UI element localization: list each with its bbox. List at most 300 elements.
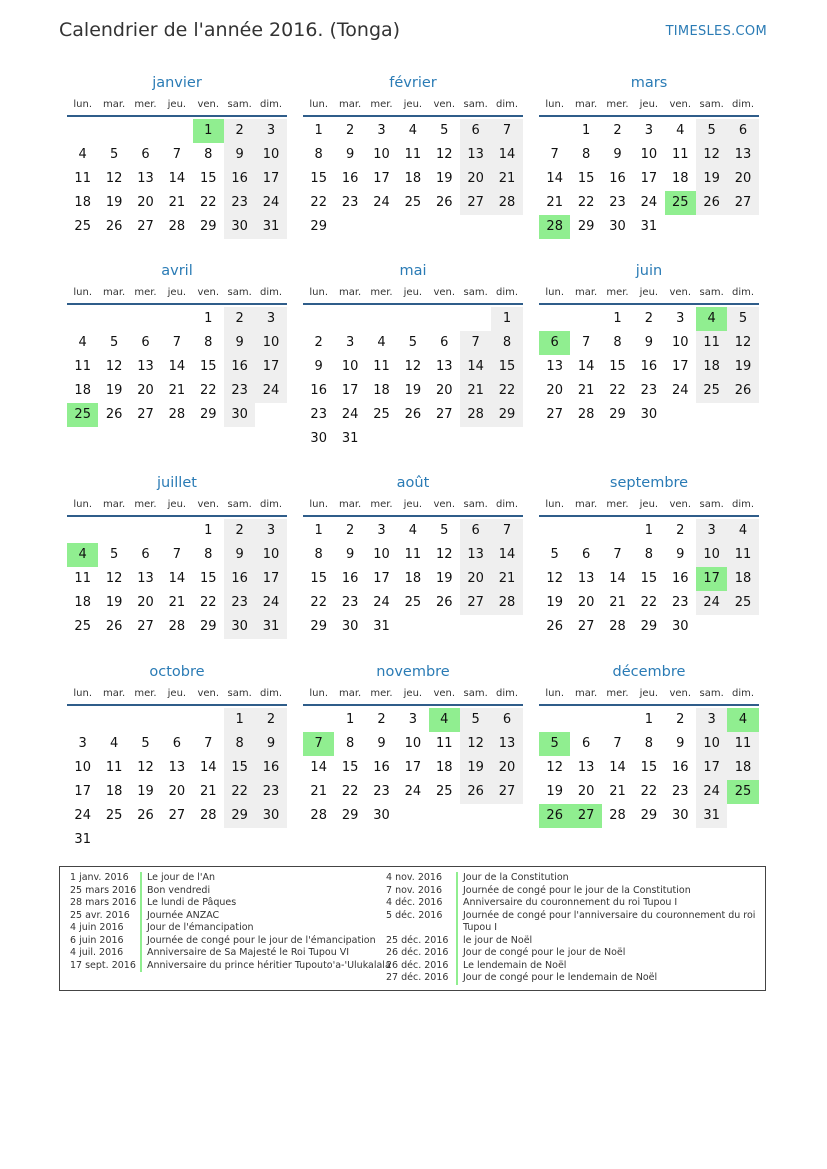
legend-holiday-name: Anniversaire du prince héritier Tupouto'a-'Ulukalala (147, 959, 391, 971)
day-cell: 13 (137, 571, 154, 586)
day-cell: 29 (224, 804, 255, 828)
day-cell: 15 (640, 760, 658, 775)
day-cell: 6 (440, 335, 449, 350)
day-cell: 18 (671, 171, 689, 186)
legend-row (386, 872, 755, 885)
weekday-label: sam. (699, 287, 724, 298)
day-cell: 22 (609, 383, 626, 398)
day-cell: 13 (137, 171, 154, 186)
day-cell: 29 (199, 619, 217, 634)
day-cell: 30 (609, 219, 626, 234)
weekday-label: ven. (669, 688, 692, 699)
empty-cell (303, 307, 334, 331)
day-cell: 28 (168, 619, 186, 634)
day-cell: 5 (440, 523, 449, 538)
empty-cell (539, 307, 570, 331)
legend-separator (456, 897, 458, 910)
day-cell: 8 (613, 335, 622, 350)
day-cell: 29 (640, 619, 658, 634)
day-cell: 24 (696, 591, 727, 615)
weekday-label: lun. (73, 688, 93, 699)
day-cell: 20 (460, 567, 491, 591)
legend-holiday-name: le jour de Noël (463, 934, 533, 946)
day-cell: 9 (224, 543, 255, 567)
day-cell: 17 (255, 355, 286, 379)
legend-separator (140, 910, 142, 923)
legend-date: 26 déc. 2016 (386, 959, 449, 971)
day-cell: 5 (440, 123, 449, 138)
day-cell: 22 (640, 784, 658, 799)
day-cell: 27 (546, 407, 563, 422)
day-cell: 1 (644, 712, 653, 727)
day-cell: 26 (137, 808, 154, 823)
day-cell: 13 (460, 543, 491, 567)
day-cell: 22 (199, 383, 217, 398)
day-cell: 24 (640, 195, 658, 210)
day-cell: 8 (204, 335, 213, 350)
day-cell: 19 (137, 784, 154, 799)
weekday-label: jeu. (167, 287, 187, 298)
day-cell: 21 (609, 784, 626, 799)
legend-row (70, 885, 391, 898)
day-cell: 16 (671, 571, 689, 586)
legend-holiday-name: Jour de l'émancipation (147, 922, 254, 933)
empty-cell (570, 708, 601, 732)
day-cell: 8 (644, 547, 653, 562)
weekday-header (67, 684, 287, 706)
legend-holiday-name: Bon vendredi (147, 884, 211, 896)
day-cell: 2 (377, 712, 386, 727)
empty-cell (303, 708, 334, 732)
day-cell: 14 (460, 355, 491, 379)
legend-separator (456, 872, 458, 885)
legend-separator (140, 922, 142, 935)
day-cell: 28 (491, 591, 522, 615)
empty-cell (161, 708, 192, 732)
legend-date: 6 juin 2016 (70, 934, 124, 946)
day-cell: 10 (255, 331, 286, 355)
weekday-label: mar. (574, 688, 598, 699)
legend-row (386, 935, 755, 948)
day-cell: 1 (314, 123, 323, 138)
day-cell: 28 (609, 808, 626, 823)
day-cell: 26 (435, 595, 453, 610)
day-cell: 13 (546, 359, 563, 374)
legend-row (386, 885, 755, 898)
weekday-header (539, 684, 759, 706)
day-cell: 7 (613, 547, 622, 562)
weekday-header (67, 95, 287, 117)
legend-date: 4 juil. 2016 (70, 947, 124, 958)
weekday-label: dim. (260, 688, 283, 699)
day-cell: 24 (255, 591, 286, 615)
day-cell: 10 (74, 760, 91, 775)
weekday-label: jeu. (639, 99, 659, 110)
day-cell: 21 (168, 383, 186, 398)
day-cell: 11 (74, 171, 91, 186)
day-cell: 10 (640, 147, 658, 162)
legend-date: 26 déc. 2016 (386, 947, 449, 958)
month-2 (303, 71, 523, 239)
day-cell: 19 (404, 383, 422, 398)
day-cell: 5 (550, 547, 559, 562)
day-cell: 25 (435, 784, 453, 799)
day-cell: 31 (255, 615, 286, 639)
day-cell: 2 (224, 519, 255, 543)
day-cell: 9 (644, 335, 653, 350)
month-5 (303, 259, 523, 451)
day-cell: 3 (676, 311, 685, 326)
weekday-label: sam. (227, 499, 252, 510)
day-cell: 13 (137, 359, 154, 374)
legend-holiday-name: Le lendemain de Noël (463, 959, 567, 971)
weekday-label: mer. (606, 99, 629, 110)
day-cell: 2 (224, 307, 255, 331)
day-cell: 9 (255, 732, 286, 756)
legend-row (70, 960, 391, 973)
empty-cell (98, 519, 129, 543)
weekday-label: mer. (134, 287, 157, 298)
holiday-day-cell: 4 (696, 307, 727, 331)
day-cell: 19 (546, 784, 563, 799)
day-cell: 4 (676, 123, 685, 138)
day-cell: 31 (255, 215, 286, 239)
weekday-label: mer. (134, 499, 157, 510)
legend-date: 4 juin 2016 (70, 922, 124, 933)
empty-cell (460, 307, 491, 331)
day-cell: 18 (373, 383, 390, 398)
empty-cell (366, 307, 397, 331)
weekday-label: lun. (545, 287, 565, 298)
legend-separator (456, 885, 458, 898)
day-grid (67, 708, 287, 852)
day-cell: 3 (255, 119, 286, 143)
weekday-label: mar. (102, 499, 126, 510)
day-cell: 14 (546, 171, 563, 186)
legend-row (70, 947, 391, 960)
day-cell: 12 (137, 760, 154, 775)
day-cell: 31 (640, 219, 658, 234)
weekday-label: ven. (669, 287, 692, 298)
day-cell: 10 (696, 543, 727, 567)
legend-row (386, 897, 755, 910)
day-cell: 2 (345, 123, 355, 138)
day-cell: 10 (404, 736, 422, 751)
day-cell: 6 (141, 547, 150, 562)
day-cell: 15 (577, 171, 595, 186)
day-cell: 11 (404, 547, 422, 562)
month-10 (67, 660, 287, 852)
day-cell: 11 (74, 571, 91, 586)
day-cell: 18 (404, 171, 422, 186)
day-cell: 16 (310, 383, 327, 398)
legend-holiday-name: Journée ANZAC (147, 909, 220, 921)
weekday-label: jeu. (403, 688, 423, 699)
day-cell: 31 (74, 832, 91, 847)
day-cell: 28 (577, 407, 595, 422)
day-cell: 3 (377, 523, 386, 538)
day-cell: 14 (609, 760, 626, 775)
day-cell: 3 (696, 708, 727, 732)
weekday-header (539, 95, 759, 117)
weekday-header (67, 283, 287, 305)
empty-cell (161, 119, 192, 143)
day-cell: 1 (581, 123, 591, 138)
day-cell: 21 (491, 567, 522, 591)
day-cell: 20 (727, 167, 758, 191)
day-cell: 14 (199, 760, 217, 775)
weekday-label: dim. (496, 287, 519, 298)
day-cell: 5 (408, 335, 417, 350)
day-cell: 1 (644, 523, 653, 538)
legend-date: 4 déc. 2016 (386, 897, 443, 908)
day-cell: 2 (224, 119, 255, 143)
day-cell: 12 (105, 171, 123, 186)
day-cell: 24 (341, 407, 359, 422)
weekday-label: mer. (606, 688, 629, 699)
day-cell: 19 (435, 171, 453, 186)
day-cell: 8 (314, 147, 323, 162)
weekday-label: dim. (496, 688, 519, 699)
holiday-day-cell: 25 (67, 403, 98, 427)
day-cell: 19 (727, 355, 758, 379)
day-cell: 20 (137, 383, 154, 398)
day-cell: 7 (581, 335, 591, 350)
day-grid (303, 519, 523, 639)
day-cell: 1 (314, 523, 323, 538)
day-cell: 19 (105, 383, 123, 398)
day-cell: 2 (613, 123, 622, 138)
day-cell: 3 (696, 519, 727, 543)
day-cell: 17 (74, 784, 91, 799)
holiday-day-cell: 5 (539, 732, 570, 756)
weekday-label: mer. (370, 287, 393, 298)
day-cell: 24 (373, 195, 390, 210)
day-cell: 2 (255, 708, 286, 732)
weekday-label: mar. (338, 688, 362, 699)
day-grid (539, 708, 759, 828)
day-cell: 17 (696, 756, 727, 780)
day-cell: 25 (696, 379, 727, 403)
day-cell: 13 (491, 732, 522, 756)
day-cell: 24 (373, 595, 390, 610)
weekday-label: mer. (606, 287, 629, 298)
day-cell: 5 (696, 119, 727, 143)
day-cell: 3 (78, 736, 87, 751)
day-cell: 21 (491, 167, 522, 191)
day-cell: 29 (609, 407, 626, 422)
month-name: octobre (149, 664, 205, 680)
day-cell: 18 (74, 195, 91, 210)
day-cell: 1 (491, 307, 522, 331)
day-cell: 14 (491, 143, 522, 167)
day-grid (67, 519, 287, 639)
holiday-day-cell: 25 (727, 780, 758, 804)
weekday-header (539, 495, 759, 517)
day-grid (67, 119, 287, 239)
weekday-label: jeu. (403, 287, 423, 298)
day-cell: 30 (255, 804, 286, 828)
day-cell: 24 (404, 784, 422, 799)
weekday-label: mar. (102, 287, 126, 298)
empty-cell (570, 519, 601, 543)
day-cell: 28 (491, 191, 522, 215)
legend-separator (456, 947, 458, 960)
legend-row (386, 972, 755, 985)
weekday-label: lun. (309, 688, 329, 699)
day-cell: 27 (435, 407, 453, 422)
day-cell: 23 (609, 195, 626, 210)
day-cell: 9 (377, 736, 386, 751)
weekday-label: jeu. (403, 99, 423, 110)
day-cell: 25 (727, 591, 758, 615)
day-cell: 4 (377, 335, 386, 350)
day-grid (67, 307, 287, 427)
weekday-label: dim. (732, 287, 755, 298)
day-cell: 29 (199, 407, 217, 422)
month-name: août (396, 475, 430, 491)
legend-column-right (386, 872, 755, 985)
legend-date: 4 nov. 2016 (386, 872, 442, 883)
empty-cell (193, 708, 224, 732)
day-cell: 29 (491, 403, 522, 427)
legend-date: 28 mars 2016 (70, 897, 137, 908)
weekday-label: mar. (338, 287, 362, 298)
legend-row (70, 897, 391, 910)
weekday-label: lun. (309, 287, 329, 298)
day-cell: 30 (224, 615, 255, 639)
day-cell: 26 (460, 780, 491, 804)
weekday-label: lun. (73, 499, 93, 510)
day-cell: 31 (341, 431, 359, 446)
day-cell: 22 (224, 780, 255, 804)
day-cell: 23 (224, 591, 255, 615)
holiday-day-cell: 7 (303, 732, 334, 756)
empty-cell (98, 119, 129, 143)
weekday-label: mer. (370, 688, 393, 699)
legend-separator (456, 935, 458, 948)
legend-separator (456, 922, 458, 935)
day-cell: 28 (168, 407, 186, 422)
legend-separator (140, 960, 142, 973)
day-cell: 11 (105, 760, 123, 775)
day-cell: 17 (671, 359, 689, 374)
day-cell: 23 (310, 407, 327, 422)
day-cell: 6 (581, 736, 591, 751)
weekday-label: lun. (545, 688, 565, 699)
day-cell: 16 (341, 571, 359, 586)
legend-row (386, 922, 755, 935)
day-cell: 16 (224, 567, 255, 591)
weekday-label: ven. (197, 287, 220, 298)
day-cell: 12 (696, 143, 727, 167)
day-cell: 29 (577, 219, 595, 234)
day-cell: 17 (255, 567, 286, 591)
day-cell: 29 (199, 219, 217, 234)
empty-cell (67, 307, 98, 331)
day-cell: 20 (577, 595, 595, 610)
legend-date: 1 janv. 2016 (70, 872, 129, 883)
weekday-label: dim. (732, 688, 755, 699)
day-cell: 18 (727, 756, 758, 780)
day-cell: 23 (341, 595, 359, 610)
weekday-label: lun. (545, 99, 565, 110)
holiday-day-cell: 4 (67, 543, 98, 567)
day-cell: 27 (137, 619, 154, 634)
month-name: septembre (609, 475, 689, 491)
day-cell: 24 (696, 780, 727, 804)
day-cell: 12 (105, 359, 123, 374)
holiday-day-cell: 27 (570, 804, 601, 828)
day-cell: 27 (727, 191, 758, 215)
weekday-label: mer. (370, 99, 393, 110)
day-cell: 7 (491, 119, 522, 143)
day-cell: 2 (644, 311, 653, 326)
brand-logo[interactable]: TIMESLES.COM (665, 24, 767, 39)
day-cell: 25 (74, 619, 91, 634)
day-cell: 19 (105, 195, 123, 210)
holiday-day-cell: 6 (539, 331, 570, 355)
day-cell: 12 (404, 359, 422, 374)
empty-cell (602, 708, 633, 732)
day-cell: 2 (676, 712, 685, 727)
day-cell: 19 (435, 571, 453, 586)
weekday-header (303, 283, 523, 305)
legend-row (386, 910, 755, 923)
day-cell: 30 (224, 403, 255, 427)
day-cell: 1 (204, 311, 213, 326)
day-cell: 8 (491, 331, 522, 355)
day-cell: 3 (644, 123, 653, 138)
day-cell: 22 (640, 595, 658, 610)
day-cell: 23 (224, 191, 255, 215)
day-cell: 15 (199, 171, 217, 186)
empty-cell (98, 307, 129, 331)
day-cell: 23 (341, 195, 359, 210)
day-cell: 17 (373, 171, 390, 186)
weekday-label: sam. (227, 287, 252, 298)
day-cell: 13 (460, 143, 491, 167)
day-cell: 26 (404, 407, 422, 422)
weekday-label: jeu. (639, 688, 659, 699)
legend-separator (140, 947, 142, 960)
weekday-label: dim. (732, 499, 755, 510)
day-cell: 19 (696, 167, 727, 191)
day-cell: 4 (78, 147, 87, 162)
day-grid (539, 119, 759, 239)
day-cell: 2 (345, 523, 355, 538)
day-cell: 20 (491, 756, 522, 780)
day-cell: 10 (255, 543, 286, 567)
empty-cell (334, 307, 365, 331)
day-cell: 19 (460, 756, 491, 780)
day-cell: 5 (109, 335, 119, 350)
day-cell: 16 (224, 167, 255, 191)
day-cell: 20 (460, 167, 491, 191)
day-cell: 5 (141, 736, 150, 751)
month-name: juin (635, 263, 663, 279)
legend-holiday-name: Jour de la Constitution (463, 872, 569, 883)
empty-cell (161, 519, 192, 543)
day-cell: 11 (727, 732, 758, 756)
day-grid (303, 708, 523, 828)
day-cell: 19 (105, 595, 123, 610)
day-cell: 25 (74, 219, 91, 234)
legend-holiday-name: Anniversaire de Sa Majesté le Roi Tupou VI (147, 947, 350, 958)
day-cell: 11 (435, 736, 453, 751)
day-cell: 21 (460, 379, 491, 403)
day-cell: 13 (168, 760, 186, 775)
